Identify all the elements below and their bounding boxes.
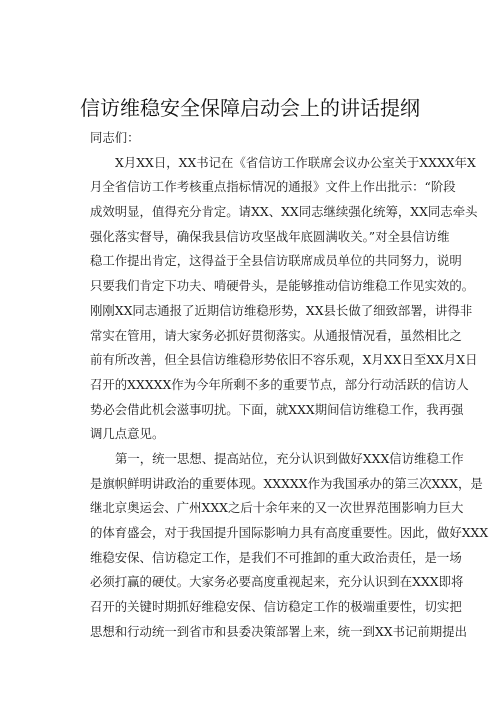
paragraph-line: 继北京奥运会、广州XXX之后十余年来的又一次世界范围影响力巨大 xyxy=(90,500,464,516)
paragraph-line: 召开的XXXXX作为今年所剩不多的重要节点，部分行动活跃的信访人 xyxy=(90,376,469,392)
paragraph-line: 势必会借此机会滋事叨扰。下面，就XXX期间信访维稳工作，我再强 xyxy=(90,401,464,417)
document-title: 信访维稳安全保障启动会上的讲话提纲 xyxy=(80,96,420,120)
paragraph-line: 强化落实督导，确保我县信访攻坚战年底圆满收关。”对全县信访维 xyxy=(90,228,450,244)
paragraph-line: 常实在管用，请大家务必抓好贯彻落实。从通报情况看，虽然相比之 xyxy=(90,327,462,343)
paragraph-line: 召开的关键时期抓好维稳安保、信访稳定工作的极端重要性，切实把 xyxy=(90,599,462,615)
paragraph-line: 调几点意见。 xyxy=(90,426,165,442)
paragraph-line: 稳工作提出肯定，这得益于全县信访联席成员单位的共同努力，说明 xyxy=(90,253,462,269)
paragraph-line: 思想和行动统一到省市和县委决策部署上来，统一到XX书记前期提出 xyxy=(90,623,467,639)
paragraph-line: 是旗帜鲜明讲政治的重要体现。XXXXX作为我国承办的第三次XXX，是 xyxy=(90,475,483,491)
greeting-line: 同志们： xyxy=(90,130,140,145)
paragraph-line: 前有所改善，但全县信访维稳形势依旧不容乐观，X月XX日至XX月X日 xyxy=(90,352,478,368)
paragraph-line: X月XX日，XX书记在《省信访工作联席会议办公室关于XXXX年X xyxy=(115,154,476,170)
paragraph-line: 必须打赢的硬仗。大家务必要高度重视起来，充分认识到在XXX即将 xyxy=(90,574,464,590)
document-body xyxy=(90,126,489,644)
paragraph-line: 第一，统一思想、提高站位，充分认识到做好XXX信访维稳工作 xyxy=(115,450,464,466)
paragraph-line: 的体育盛会，对于我国提升国际影响力具有高度重要性。因此，做好XXX xyxy=(90,525,489,540)
paragraph-line: 刚刚XX同志通报了近期信访维稳形势，XX县长做了细致部署，讲得非 xyxy=(90,302,473,318)
paragraph-line: 成效明显，值得充分肯定。请XX、XX同志继续强化统筹，XX同志牵头 xyxy=(90,204,478,220)
paragraph-line: 月全省信访工作考核重点指标情况的通报》文件上作出批示：“阶段 xyxy=(90,179,456,195)
paragraph-line: 维稳安保、信访稳定工作，是我们不可推卸的重大政治责任，是一场 xyxy=(90,549,462,565)
paragraph-line: 只要我们肯定下功夫、啃硬骨头，是能够推动信访维稳工作见实效的。 xyxy=(90,278,475,294)
